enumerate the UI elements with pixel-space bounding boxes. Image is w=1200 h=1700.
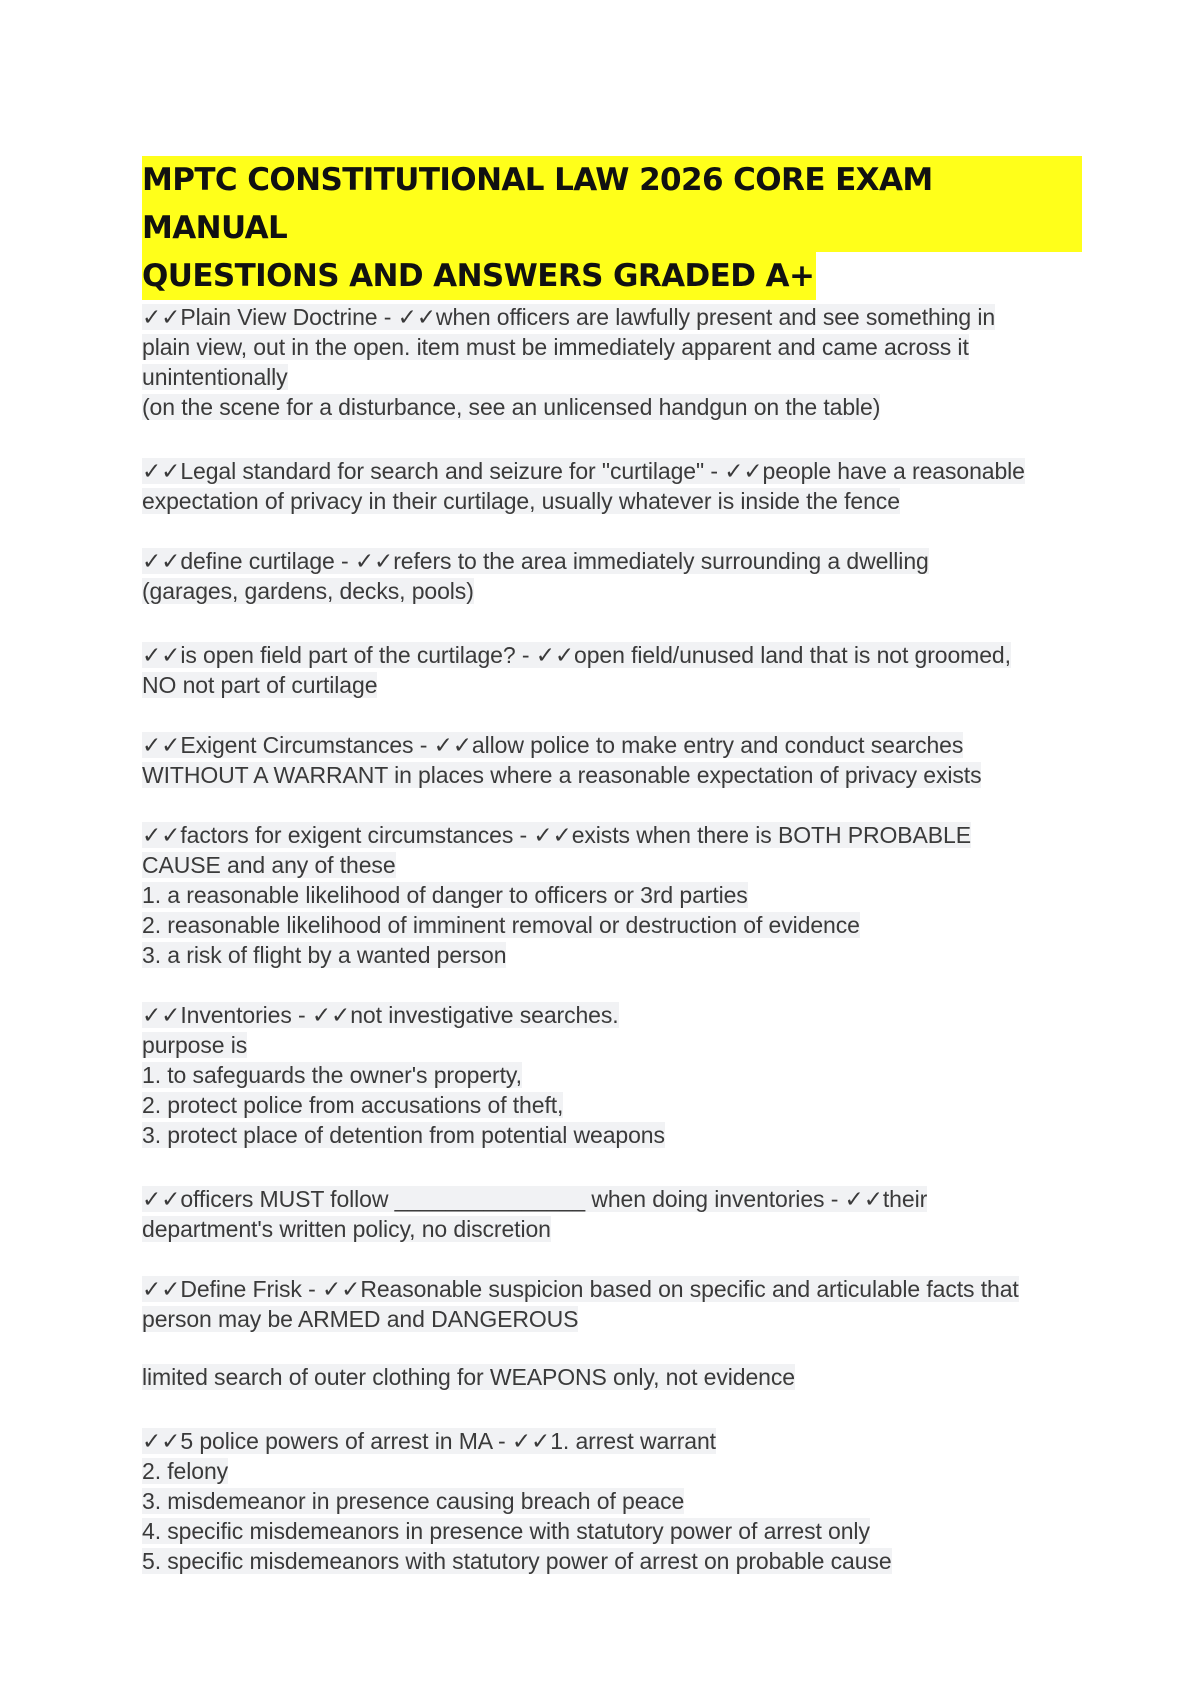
title-line-2: QUESTIONS AND ANSWERS GRADED A+ <box>142 252 816 300</box>
flashcard-inventories <box>142 1000 1082 1150</box>
card-line: 3. misdemeanor in presence causing breach of peace <box>142 1488 685 1514</box>
flashcard-define-curtilage <box>142 546 1082 606</box>
card-line: 2. felony <box>142 1458 229 1484</box>
card-line: plain view, out in the open. item must be immediately apparent and came across it <box>142 334 969 360</box>
card-line: ✓✓Legal standard for search and seizure for "curtilage" - ✓✓people have a reasonable <box>142 458 1025 484</box>
card-extra-line: limited search of outer clothing for WEAPONS only, not evidence <box>142 1364 795 1390</box>
card-line: ✓✓Exigent Circumstances - ✓✓allow police to make entry and conduct searches <box>142 732 964 758</box>
card-line: expectation of privacy in their curtilage, usually whatever is inside the fence <box>142 488 900 514</box>
card-line: (on the scene for a disturbance, see an unlicensed handgun on the table) <box>142 394 881 420</box>
flashcard-inventory-policy <box>142 1184 1082 1244</box>
card-line: ✓✓Plain View Doctrine - ✓✓when officers are lawfully present and see something in <box>142 304 996 330</box>
flashcard-define-frisk <box>142 1274 1082 1392</box>
card-line: purpose is <box>142 1032 248 1058</box>
card-line: person may be ARMED and DANGEROUS <box>142 1306 579 1332</box>
card-line: ✓✓officers MUST follow _______________ when doing inventories - ✓✓their <box>142 1186 928 1212</box>
document-page <box>142 156 1082 1576</box>
card-line: NO not part of curtilage <box>142 672 378 698</box>
card-line: (garages, gardens, decks, pools) <box>142 578 474 604</box>
document-title <box>142 156 1082 300</box>
card-line: ✓✓is open field part of the curtilage? - ✓✓open field/unused land that is not groomed, <box>142 642 1011 668</box>
flashcard-curtilage-standard <box>142 456 1082 516</box>
card-line: 2. reasonable likelihood of imminent removal or destruction of evidence <box>142 912 860 938</box>
flashcard-exigent-circumstances <box>142 730 1082 790</box>
card-line: 2. protect police from accusations of theft, <box>142 1092 564 1118</box>
card-line: 1. a reasonable likelihood of danger to officers or 3rd parties <box>142 882 748 908</box>
card-line: ✓✓Inventories - ✓✓not investigative searches. <box>142 1002 619 1028</box>
card-line: department's written policy, no discretion <box>142 1216 551 1242</box>
card-line: ✓✓Define Frisk - ✓✓Reasonable suspicion based on specific and articulable facts that <box>142 1276 1019 1302</box>
card-line: ✓✓5 police powers of arrest in MA - ✓✓1. arrest warrant <box>142 1428 716 1454</box>
flashcard-open-field <box>142 640 1082 700</box>
flashcard-arrest-powers <box>142 1426 1082 1576</box>
card-line: CAUSE and any of these <box>142 852 396 878</box>
title-line-1: MPTC CONSTITUTIONAL LAW 2026 CORE EXAM MANUAL <box>142 156 1082 252</box>
card-line: 4. specific misdemeanors in presence with statutory power of arrest only <box>142 1518 870 1544</box>
card-line: 3. a risk of flight by a wanted person <box>142 942 507 968</box>
card-line: 5. specific misdemeanors with statutory power of arrest on probable cause <box>142 1548 892 1574</box>
card-line: 1. to safeguards the owner's property, <box>142 1062 522 1088</box>
card-line: 3. protect place of detention from potential weapons <box>142 1122 665 1148</box>
flashcard-plain-view-doctrine <box>142 302 1082 422</box>
flashcard-exigent-factors <box>142 820 1082 970</box>
card-line: WITHOUT A WARRANT in places where a reasonable expectation of privacy exists <box>142 762 982 788</box>
card-line: ✓✓factors for exigent circumstances - ✓✓exists when there is BOTH PROBABLE <box>142 822 971 848</box>
card-line: ✓✓define curtilage - ✓✓refers to the area immediately surrounding a dwelling <box>142 548 929 574</box>
card-line: unintentionally <box>142 364 288 390</box>
